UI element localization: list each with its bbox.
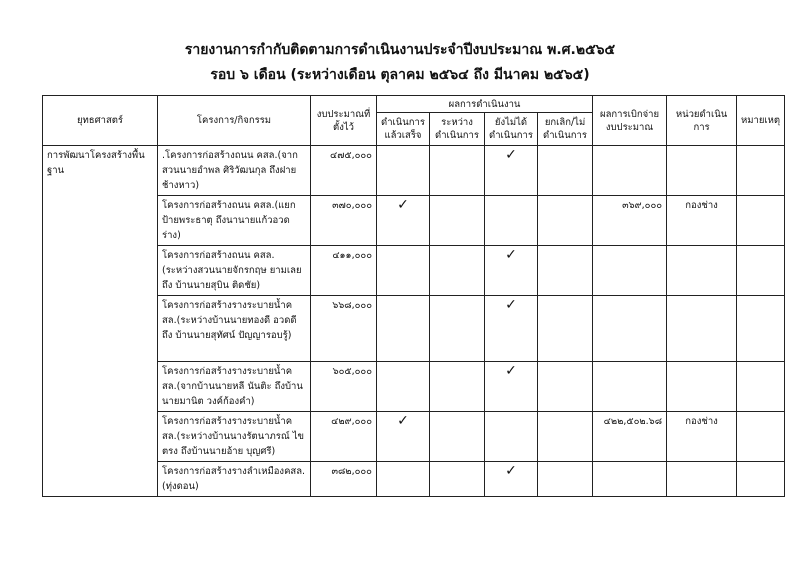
project-cell: โครงการก่อสร้างรางระบายน้ำคสล.(จากบ้านนายหลี นันติะ ถึงบ้านนายมานิต วงค์ก้องคำ) xyxy=(158,362,311,412)
status-cell-in-progress xyxy=(430,246,485,296)
status-cell-cancelled xyxy=(538,412,593,462)
status-cell-cancelled xyxy=(538,362,593,412)
status-cell-not-started xyxy=(485,412,538,462)
budget-cell: ๔๗๕,๐๐๐ xyxy=(311,146,377,196)
project-cell: โครงการก่อสร้างรางระบายน้ำคสล.(ระหว่างบ้านนางรัตนาภรณ์ ไขตรง ถึงบ้านนายอ้าย บุญศรี) xyxy=(158,412,311,462)
project-cell: โครงการก่อสร้างถนน คสล.(แยกป้ายพระธาตุ ถึงนานายแก้วอวดร่าง) xyxy=(158,196,311,246)
disbursed-cell xyxy=(593,146,667,196)
header-in-progress: ระหว่างดำเนินการ xyxy=(430,113,485,146)
status-cell-done xyxy=(377,196,430,246)
status-cell-in-progress xyxy=(430,362,485,412)
status-cell-done xyxy=(377,296,430,362)
header-note: หมายเหตุ xyxy=(737,96,785,146)
header-disbursed: ผลการเบิกจ่ายงบประมาณ xyxy=(593,96,667,146)
status-cell-done xyxy=(377,412,430,462)
status-cell-done xyxy=(377,146,430,196)
unit-cell: กองช่าง xyxy=(667,196,737,246)
checkmark-icon: ✓ xyxy=(505,363,517,379)
status-cell-done xyxy=(377,246,430,296)
note-cell xyxy=(737,196,785,246)
status-cell-in-progress xyxy=(430,296,485,362)
status-cell-in-progress xyxy=(430,462,485,497)
status-cell-not-started xyxy=(485,146,538,196)
status-cell-cancelled xyxy=(538,196,593,246)
project-cell: โครงการก่อสร้างรางระบายน้ำคสล.(ระหว่างบ้านนายทองดี อวดดี ถึง บ้านนายสุทัศน์ ปัญญารอบรู้) xyxy=(158,296,311,362)
status-cell-done xyxy=(377,362,430,412)
status-cell-cancelled xyxy=(538,296,593,362)
header-cancelled: ยกเลิก/ไม่ดำเนินการ xyxy=(538,113,593,146)
budget-cell: ๖๐๕,๐๐๐ xyxy=(311,362,377,412)
project-cell: โครงการก่อสร้างรางลำเหมืองคสล.(ทุ่งดอน) xyxy=(158,462,311,497)
note-cell xyxy=(737,296,785,362)
disbursed-cell: ๓๖๙,๐๐๐ xyxy=(593,196,667,246)
status-cell-cancelled xyxy=(538,462,593,497)
header-project: โครงการ/กิจกรรม xyxy=(158,96,311,146)
unit-cell: กองช่าง xyxy=(667,412,737,462)
budget-cell: ๔๒๙,๐๐๐ xyxy=(311,412,377,462)
header-budget: งบประมาณที่ตั้งไว้ xyxy=(311,96,377,146)
unit-cell xyxy=(667,362,737,412)
status-cell-not-started xyxy=(485,196,538,246)
status-cell-done xyxy=(377,462,430,497)
note-cell xyxy=(737,462,785,497)
unit-cell xyxy=(667,146,737,196)
header-unit: หน่วยดำเนินการ xyxy=(667,96,737,146)
checkmark-icon: ✓ xyxy=(505,147,517,163)
header-result-group: ผลการดำเนินงาน xyxy=(377,96,593,113)
disbursed-cell xyxy=(593,246,667,296)
status-cell-not-started xyxy=(485,462,538,497)
report-title: รายงานการกำกับติดตามการดำเนินงานประจำปีงบประมาณ พ.ศ.๒๕๖๕ xyxy=(184,42,616,58)
budget-cell: ๓๗๐,๐๐๐ xyxy=(311,196,377,246)
report-table-body xyxy=(43,146,785,497)
disbursed-cell: ๔๒๒,๕๐๒.๖๘ xyxy=(593,412,667,462)
project-cell: โครงการก่อสร้างถนน คสล.(ระหว่างสวนนายจักรกฤษ ยามเลย ถึง บ้านนายสุบิน ติดชัย) xyxy=(158,246,311,296)
strategy-cell xyxy=(43,146,158,497)
project-cell: .โครงการก่อสร้างถนน คสล.(จากสวนนายอำพล ศิริวัฒนกุล ถึงฝายช้างหาว) xyxy=(158,146,311,196)
status-cell-cancelled xyxy=(538,146,593,196)
report-subtitle: รอบ ๖ เดือน (ระหว่างเดือน ตุลาคม ๒๕๖๔ ถึง มีนาคม ๒๕๖๕) xyxy=(210,67,590,83)
header-strategy: ยุทธศาสตร์ xyxy=(43,96,158,146)
status-cell-cancelled xyxy=(538,246,593,296)
status-cell-in-progress xyxy=(430,196,485,246)
unit-cell xyxy=(667,296,737,362)
note-cell xyxy=(737,246,785,296)
strategy-label: การพัฒนาโครงสร้างพื้นฐาน xyxy=(47,150,145,176)
header-done: ดำเนินการแล้วเสร็จ xyxy=(377,113,430,146)
checkmark-icon: ✓ xyxy=(505,463,517,479)
note-cell xyxy=(737,412,785,462)
disbursed-cell xyxy=(593,296,667,362)
checkmark-icon: ✓ xyxy=(505,247,517,263)
checkmark-icon: ✓ xyxy=(397,197,409,213)
checkmark-icon: ✓ xyxy=(505,297,517,313)
header-not-started: ยังไม่ได้ดำเนินการ xyxy=(485,113,538,146)
status-cell-not-started xyxy=(485,362,538,412)
status-cell-in-progress xyxy=(430,412,485,462)
note-cell xyxy=(737,362,785,412)
note-cell xyxy=(737,146,785,196)
budget-cell: ๖๖๘,๐๐๐ xyxy=(311,296,377,362)
budget-cell: ๔๑๑,๐๐๐ xyxy=(311,246,377,296)
unit-cell xyxy=(667,462,737,497)
budget-cell: ๓๘๒,๐๐๐ xyxy=(311,462,377,497)
status-cell-in-progress xyxy=(430,146,485,196)
report-table xyxy=(42,95,785,497)
unit-cell xyxy=(667,246,737,296)
table-row xyxy=(43,146,785,196)
status-cell-not-started xyxy=(485,296,538,362)
checkmark-icon: ✓ xyxy=(397,413,409,429)
status-cell-not-started xyxy=(485,246,538,296)
disbursed-cell xyxy=(593,462,667,497)
disbursed-cell xyxy=(593,362,667,412)
